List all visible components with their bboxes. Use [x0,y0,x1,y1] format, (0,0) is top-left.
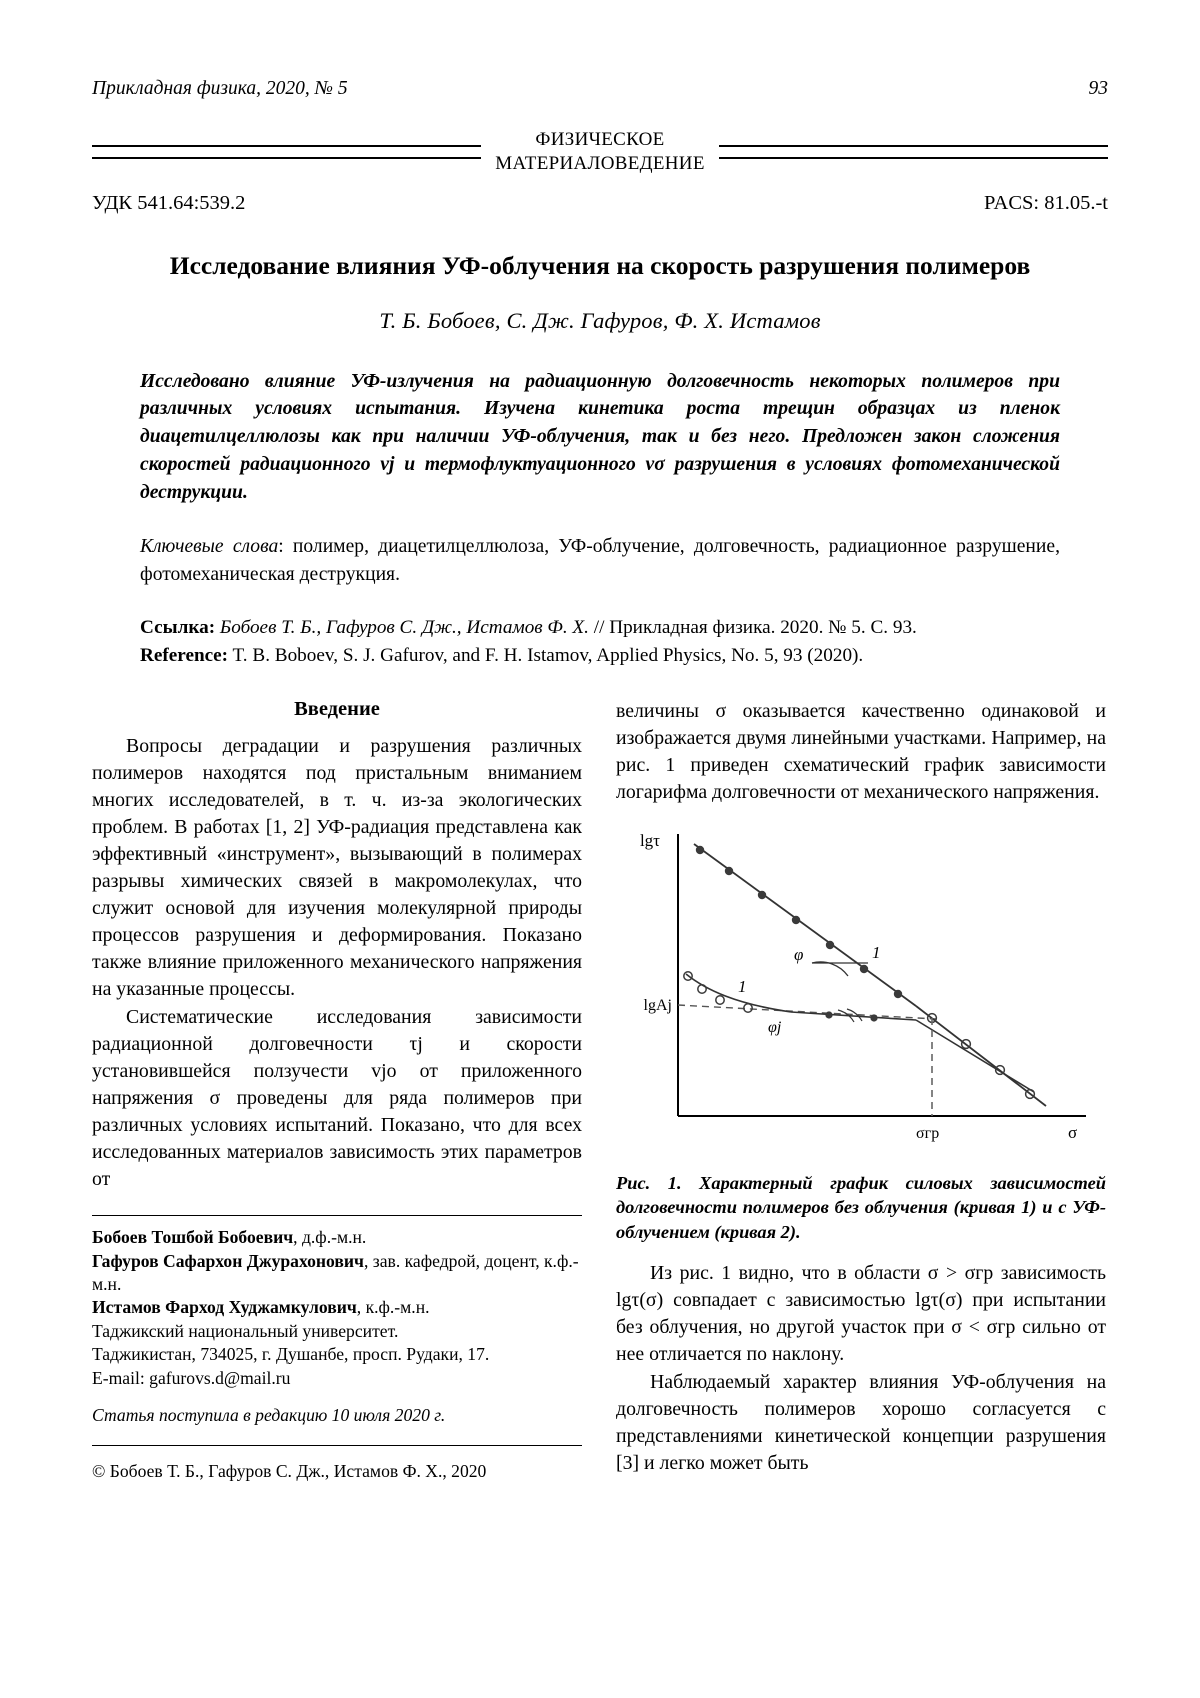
x-axis-label: σ [1068,1123,1078,1143]
pacs-code: PACS: 81.05.-t [984,191,1108,214]
lgA-guide-line [678,1005,936,1019]
curve-1-markers [696,846,902,998]
section-title-line1: ФИЗИЧЕСКОЕ [535,129,665,150]
section-title [495,128,704,176]
footnote-author-2 [92,1250,582,1297]
lgA-label: lgAj [643,997,672,1015]
footnote-block [92,1226,582,1483]
phi-angle-arc [812,962,848,976]
curve-2-tail [916,1020,1034,1092]
citation-ru-label: Ссылка: [140,617,216,639]
banner-rule-right [719,145,1108,159]
section-banner [92,128,1108,176]
udc-pacs-row [92,192,1108,215]
footnote-author-3-name: Истамов Фарход Худжамкулович [92,1297,357,1318]
keywords-text: : полимер, диацетилцеллюлоза, УФ-облучение, долговечность, радиационное разрушение, фотомеханическая деструкция. [140,535,1060,585]
citation-en-rest: T. B. Boboev, S. J. Gafurov, and F. H. Istamov, Applied Physics, No. 5, 93 (2020). [228,645,864,667]
keywords [140,533,1060,589]
sigma-gr-label: σгр [916,1125,940,1143]
footnote-address: Таджикистан, 734025, г. Душанбе, просп. Рудаки, 17. [92,1344,490,1365]
footnote-email[interactable]: E-mail: gafurovs.d@mail.ru [92,1367,291,1388]
banner-rule-left [92,145,481,159]
paragraph: Наблюдаемый характер влияния УФ-облучения на долговечность полимеров хорошо согласуется с представлениями кинетической концепции разрушения [3] и легко может быть [616,1370,1106,1475]
page-title: Исследование влияния УФ-облучения на скорость разрушения полимеров [169,250,1031,280]
running-head [92,78,1108,100]
left-column [92,698,582,1501]
y-axis-label: lgτ [639,831,660,851]
footnote-author-1-degree: , д.ф.-м.н. [293,1227,367,1248]
journal-name: Прикладная физика, 2020, № 5 [92,78,348,99]
body-columns [92,698,1108,1501]
citation-en [140,642,1060,670]
footnote-thin-divider [92,1445,582,1446]
curve-label-1: 1 [872,943,881,963]
intro-heading: Введение [294,698,380,721]
citation-ru-authors: Бобоев Т. Б., Гафуров С. Дж., Истамов Ф. Х. [219,617,589,639]
abstract: Исследовано влияние УФ-излучения на радиационную долговечность некоторых полимеров при различных условиях испытания. Изучена кинетика роста трещин образцах из пленок диацетилцеллюлозы как при наличии УФ-облучения, так и без него. Предложен закон сложения скоростей радиационного vj и термофлуктуационного vσ разрушения в условиях фотомеханической деструкции. [140,370,1060,503]
citation-en-label: Reference: [140,645,229,667]
page-number: 93 [1088,78,1108,99]
citation-ru [140,614,1060,642]
section-title-line2: МАТЕРИАЛОВЕДЕНИЕ [495,152,705,174]
footnote-author-1-name: Бобоев Тошбой Бобоевич [92,1227,294,1248]
footnote-author-2-name: Гафуров Сафархон Джурахонович [92,1250,364,1271]
udc-code: УДК 541.64:539.2 [92,191,246,214]
paragraph: Вопросы деградации и разрушения различных полимеров находятся под пристальным вниманием многих исследователей, в т. ч. из-за экологических проблем. В работах [1, 2] УФ-радиация представлена как эффективный «инструмент», вызывающий в полимерах разрывы химических связей в макромолекулах, что служит основой для изучения молекулярной природы процессов разрушения и деформирования. Показано также влияние приложенного механического напряжения на указанные процессы. [92,735,582,1001]
curve-2-flat [791,1012,916,1020]
phi-j-label: φj [768,1019,782,1037]
footnote-author-1 [92,1226,582,1249]
right-column [616,698,1106,1501]
paragraph: Из рис. 1 видно, что в области σ > σгр зависимость lgτ(σ) совпадает с зависимостью lgτ(σ) при испытании без облучения, но другой участок при σ < σгр сильно от нее отличается по наклону. [616,1261,1106,1365]
paragraph: величины σ оказывается качественно одинаковой и изображается двумя линейными участками. Например, на рис. 1 приведен схематический график зависимости логарифма долговечности от механического напряжения. [616,700,1106,804]
figure-1-plot [616,824,1106,1154]
figure-1-caption: Рис. 1. Характерный график силовых зависимостей долговечности полимеров без облучения (кривая 1) и с УФ-облучением (кривая 2). [616,1173,1106,1242]
keywords-label: Ключевые слова [140,535,279,557]
footnote-author-3 [92,1296,582,1319]
paragraph: Систематические исследования зависимости радиационной долговечности τj и скорости установившейся ползучести vjo от приложенного напряжения σ проведены для ряда полимеров при различных условиях испытаний. Показано, что для всех исследованных материалов зависимость этих параметров от [92,1006,582,1191]
footnote-received: Статья поступила в редакцию 10 июля 2020 г. [92,1405,446,1426]
citation-ru-rest: // Прикладная физика. 2020. № 5. С. 93. [588,617,917,639]
citation-block [140,614,1060,670]
footnote-divider [92,1215,582,1216]
figure-1 [616,824,1106,1244]
phi-label: φ [794,945,804,965]
curve-label-2: 1 [738,977,747,997]
footnote-author-2-degree: , зав. кафедрой, доцент, к.ф.-м.н. [92,1250,579,1295]
authors-line: Т. Б. Бобоев, С. Дж. Гафуров, Ф. Х. Истамов [379,307,821,333]
footnote-copyright: © Бобоев Т. Б., Гафуров С. Дж., Истамов Ф. Х., 2020 [92,1461,487,1481]
footnote-author-3-degree: , к.ф.-м.н. [356,1297,430,1318]
footnote-affiliation: Таджикский национальный университет. [92,1320,399,1341]
